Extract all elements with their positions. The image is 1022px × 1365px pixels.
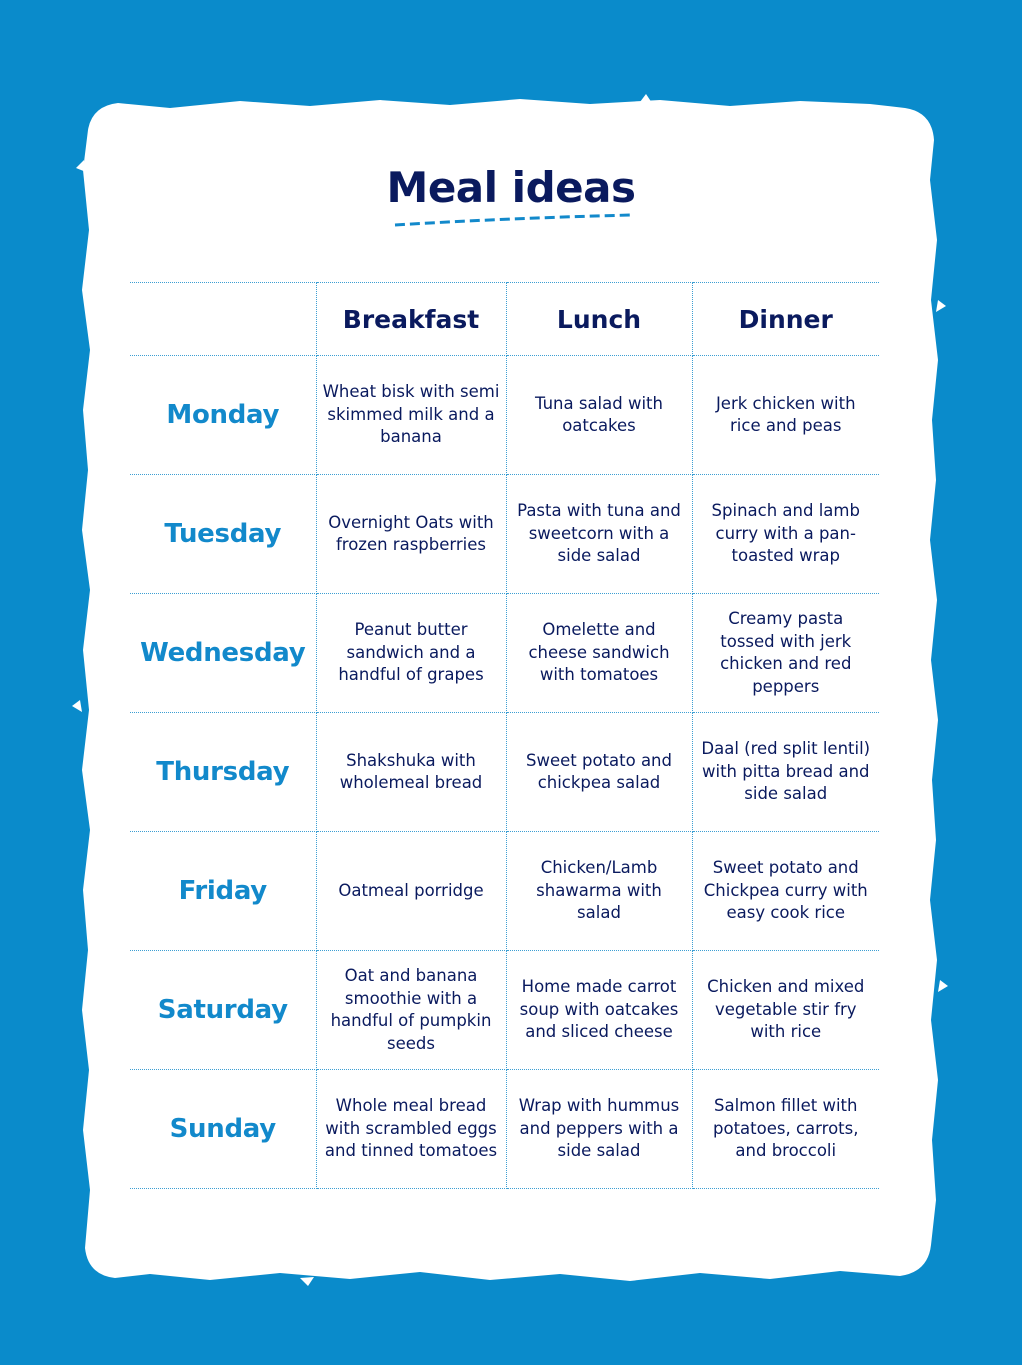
table-row xyxy=(130,1070,879,1189)
dinner-cell: Sweet potato and Chickpea curry with easy cook rice xyxy=(692,832,879,951)
column-header-dinner: Dinner xyxy=(692,283,879,356)
dinner-cell: Creamy pasta tossed with jerk chicken and red peppers xyxy=(692,594,879,713)
day-label: Tuesday xyxy=(130,475,316,594)
day-label: Monday xyxy=(130,356,316,475)
table-row xyxy=(130,951,879,1070)
meal-plan-table xyxy=(130,282,879,1189)
lunch-cell: Pasta with tuna and sweetcorn with a side salad xyxy=(506,475,692,594)
lunch-cell: Sweet potato and chickpea salad xyxy=(506,713,692,832)
breakfast-cell: Oatmeal porridge xyxy=(316,832,506,951)
column-header-lunch: Lunch xyxy=(506,283,692,356)
dinner-cell: Spinach and lamb curry with a pan-toasted wrap xyxy=(692,475,879,594)
corner-cell xyxy=(130,283,316,356)
breakfast-cell: Overnight Oats with frozen raspberries xyxy=(316,475,506,594)
breakfast-cell: Whole meal bread with scrambled eggs and tinned tomatoes xyxy=(316,1070,506,1189)
dinner-cell: Salmon fillet with potatoes, carrots, and broccoli xyxy=(692,1070,879,1189)
breakfast-cell: Wheat bisk with semi skimmed milk and a banana xyxy=(316,356,506,475)
column-header-breakfast: Breakfast xyxy=(316,283,506,356)
table-row xyxy=(130,832,879,951)
dinner-cell: Daal (red split lentil) with pitta bread and side salad xyxy=(692,713,879,832)
table-row xyxy=(130,713,879,832)
breakfast-cell: Oat and banana smoothie with a handful of pumpkin seeds xyxy=(316,951,506,1070)
day-label: Thursday xyxy=(130,713,316,832)
table-row xyxy=(130,475,879,594)
table-row xyxy=(130,356,879,475)
day-label: Friday xyxy=(130,832,316,951)
lunch-cell: Tuna salad with oatcakes xyxy=(506,356,692,475)
table-row xyxy=(130,594,879,713)
breakfast-cell: Peanut butter sandwich and a handful of grapes xyxy=(316,594,506,713)
lunch-cell: Omelette and cheese sandwich with tomatoes xyxy=(506,594,692,713)
breakfast-cell: Shakshuka with wholemeal bread xyxy=(316,713,506,832)
page-title: Meal ideas xyxy=(386,163,636,212)
lunch-cell: Home made carrot soup with oatcakes and sliced cheese xyxy=(506,951,692,1070)
day-label: Saturday xyxy=(130,951,316,1070)
dinner-cell: Chicken and mixed vegetable stir fry with rice xyxy=(692,951,879,1070)
day-label: Sunday xyxy=(130,1070,316,1189)
lunch-cell: Wrap with hummus and peppers with a side salad xyxy=(506,1070,692,1189)
dinner-cell: Jerk chicken with rice and peas xyxy=(692,356,879,475)
day-label: Wednesday xyxy=(130,594,316,713)
table-header-row xyxy=(130,283,879,356)
lunch-cell: Chicken/Lamb shawarma with salad xyxy=(506,832,692,951)
